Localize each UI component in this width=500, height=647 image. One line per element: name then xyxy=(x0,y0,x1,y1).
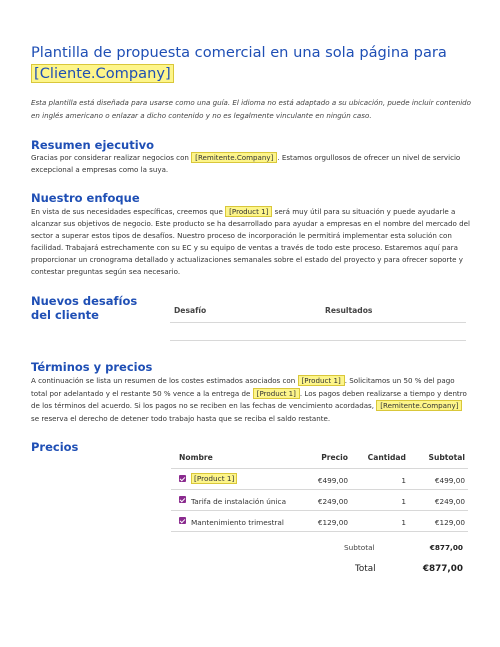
col-subtotal: Subtotal xyxy=(428,453,465,462)
col-cantidad: Cantidad xyxy=(367,453,406,462)
terminos-text-4: se reserva el derecho de detener todo trabajo hasta que se reciba el saldo restante. xyxy=(31,413,331,423)
sender-company-token-2[interactable]: [Remitente.Company] xyxy=(376,400,462,411)
challenges-table-header xyxy=(170,297,466,323)
title-text: Plantilla de propuesta comercial en una sola página para xyxy=(31,44,447,61)
product-token-3[interactable]: [Product 1] xyxy=(253,388,300,399)
terminos-text-1: A continuación se lista un resumen de los costes estimados asociados con xyxy=(31,376,296,385)
col-precio: Precio xyxy=(321,453,348,462)
row-price: €129,00 xyxy=(317,518,348,527)
row-qty: 1 xyxy=(401,518,406,527)
challenges-table-empty-row xyxy=(170,340,466,341)
heading-precios: Precios xyxy=(31,440,79,454)
heading-enfoque: Nuestro enfoque xyxy=(31,191,140,205)
checkbox-icon[interactable] xyxy=(179,517,186,524)
resumen-text-after: . Estamos orgullosos de ofrecer un nivel de servicio excepcional a empresas como la suya. xyxy=(31,153,461,174)
product-token-2[interactable]: [Product 1] xyxy=(298,375,345,386)
resumen-paragraph xyxy=(31,152,471,176)
subtotal-value: €877,00 xyxy=(429,543,463,552)
intro-note: Esta plantilla está diseñada para usarse como una guía. El idioma no está adaptado a su ubicación, puede incluir contenido en inglés americano o enlazar a dicho contenido y no es legalmente vinculante en ningún caso. xyxy=(31,98,472,120)
checkbox-icon[interactable] xyxy=(179,496,186,503)
row-name: Tarifa de instalación única xyxy=(191,497,287,506)
row-name-cell xyxy=(191,474,237,483)
row-price: €249,00 xyxy=(317,497,348,506)
col-nombre: Nombre xyxy=(179,453,213,462)
row-price: €499,00 xyxy=(317,476,348,485)
enfoque-text-before: En vista de sus necesidades específicas, creemos que xyxy=(31,207,223,216)
table-row xyxy=(171,469,468,490)
row-qty: 1 xyxy=(401,476,406,485)
pricing-table-header xyxy=(171,446,468,469)
sender-company-token[interactable]: [Remitente.Company] xyxy=(191,152,277,163)
table-row xyxy=(171,511,468,532)
row-total: €499,00 xyxy=(434,476,465,485)
row-total: €249,00 xyxy=(434,497,465,506)
row-name: Mantenimiento trimestral xyxy=(191,518,284,527)
total-value: €877,00 xyxy=(422,564,463,574)
checkbox-icon[interactable] xyxy=(179,475,186,482)
table-row xyxy=(171,490,468,511)
document-title xyxy=(31,42,471,84)
heading-resumen: Resumen ejecutivo xyxy=(31,138,155,152)
terminos-text-3: . Los pagos deben realizarse a tiempo y dentro de los términos del acuerdo. Si los pagos no se reciben en las fechas de vencimiento acordadas, xyxy=(31,388,467,410)
total-label: Total xyxy=(355,564,376,574)
row-qty: 1 xyxy=(401,497,406,506)
terminos-text-2: . Solicitamos un 50 % del pago total por adelantado y el restante 50 % vence a la entrega de xyxy=(31,376,455,398)
client-company-token[interactable]: [Cliente.Company] xyxy=(31,64,174,83)
heading-terminos: Términos y precios xyxy=(31,360,153,374)
enfoque-paragraph xyxy=(31,206,471,278)
heading-desafios: Nuevos desafíos del cliente xyxy=(31,294,138,322)
product-token-row[interactable]: [Product 1] xyxy=(191,473,237,484)
row-total: €129,00 xyxy=(434,518,465,527)
product-token[interactable]: [Product 1] xyxy=(225,206,272,217)
subtotal-label: Subtotal xyxy=(344,543,375,552)
resumen-text-before: Gracias por considerar realizar negocios con xyxy=(31,153,189,162)
terminos-paragraph xyxy=(31,375,471,425)
col-desafio: Desafío xyxy=(174,306,207,315)
enfoque-text-after: será muy útil para su situación y puede ayudarle a alcanzar sus objetivos de negocio. Este producto se ha desarrollado para ayudar a empresas en el nombre del mercado del sector a superar estos tipos de desafíos. Nuestro proceso de incorporación le permitirá implementar esta solución con facilidad. Trabajará estrechamente con su EC y su equipo de ventas a través de todo este proceso. Estaremos aquí para proporcionar un cronograma detallado y actualizaciones semanales sobre el estado del proyecto y para ofrecer soporte y contestar preguntas según sea necesario. xyxy=(31,207,470,276)
col-resultados: Resultados xyxy=(325,306,373,315)
